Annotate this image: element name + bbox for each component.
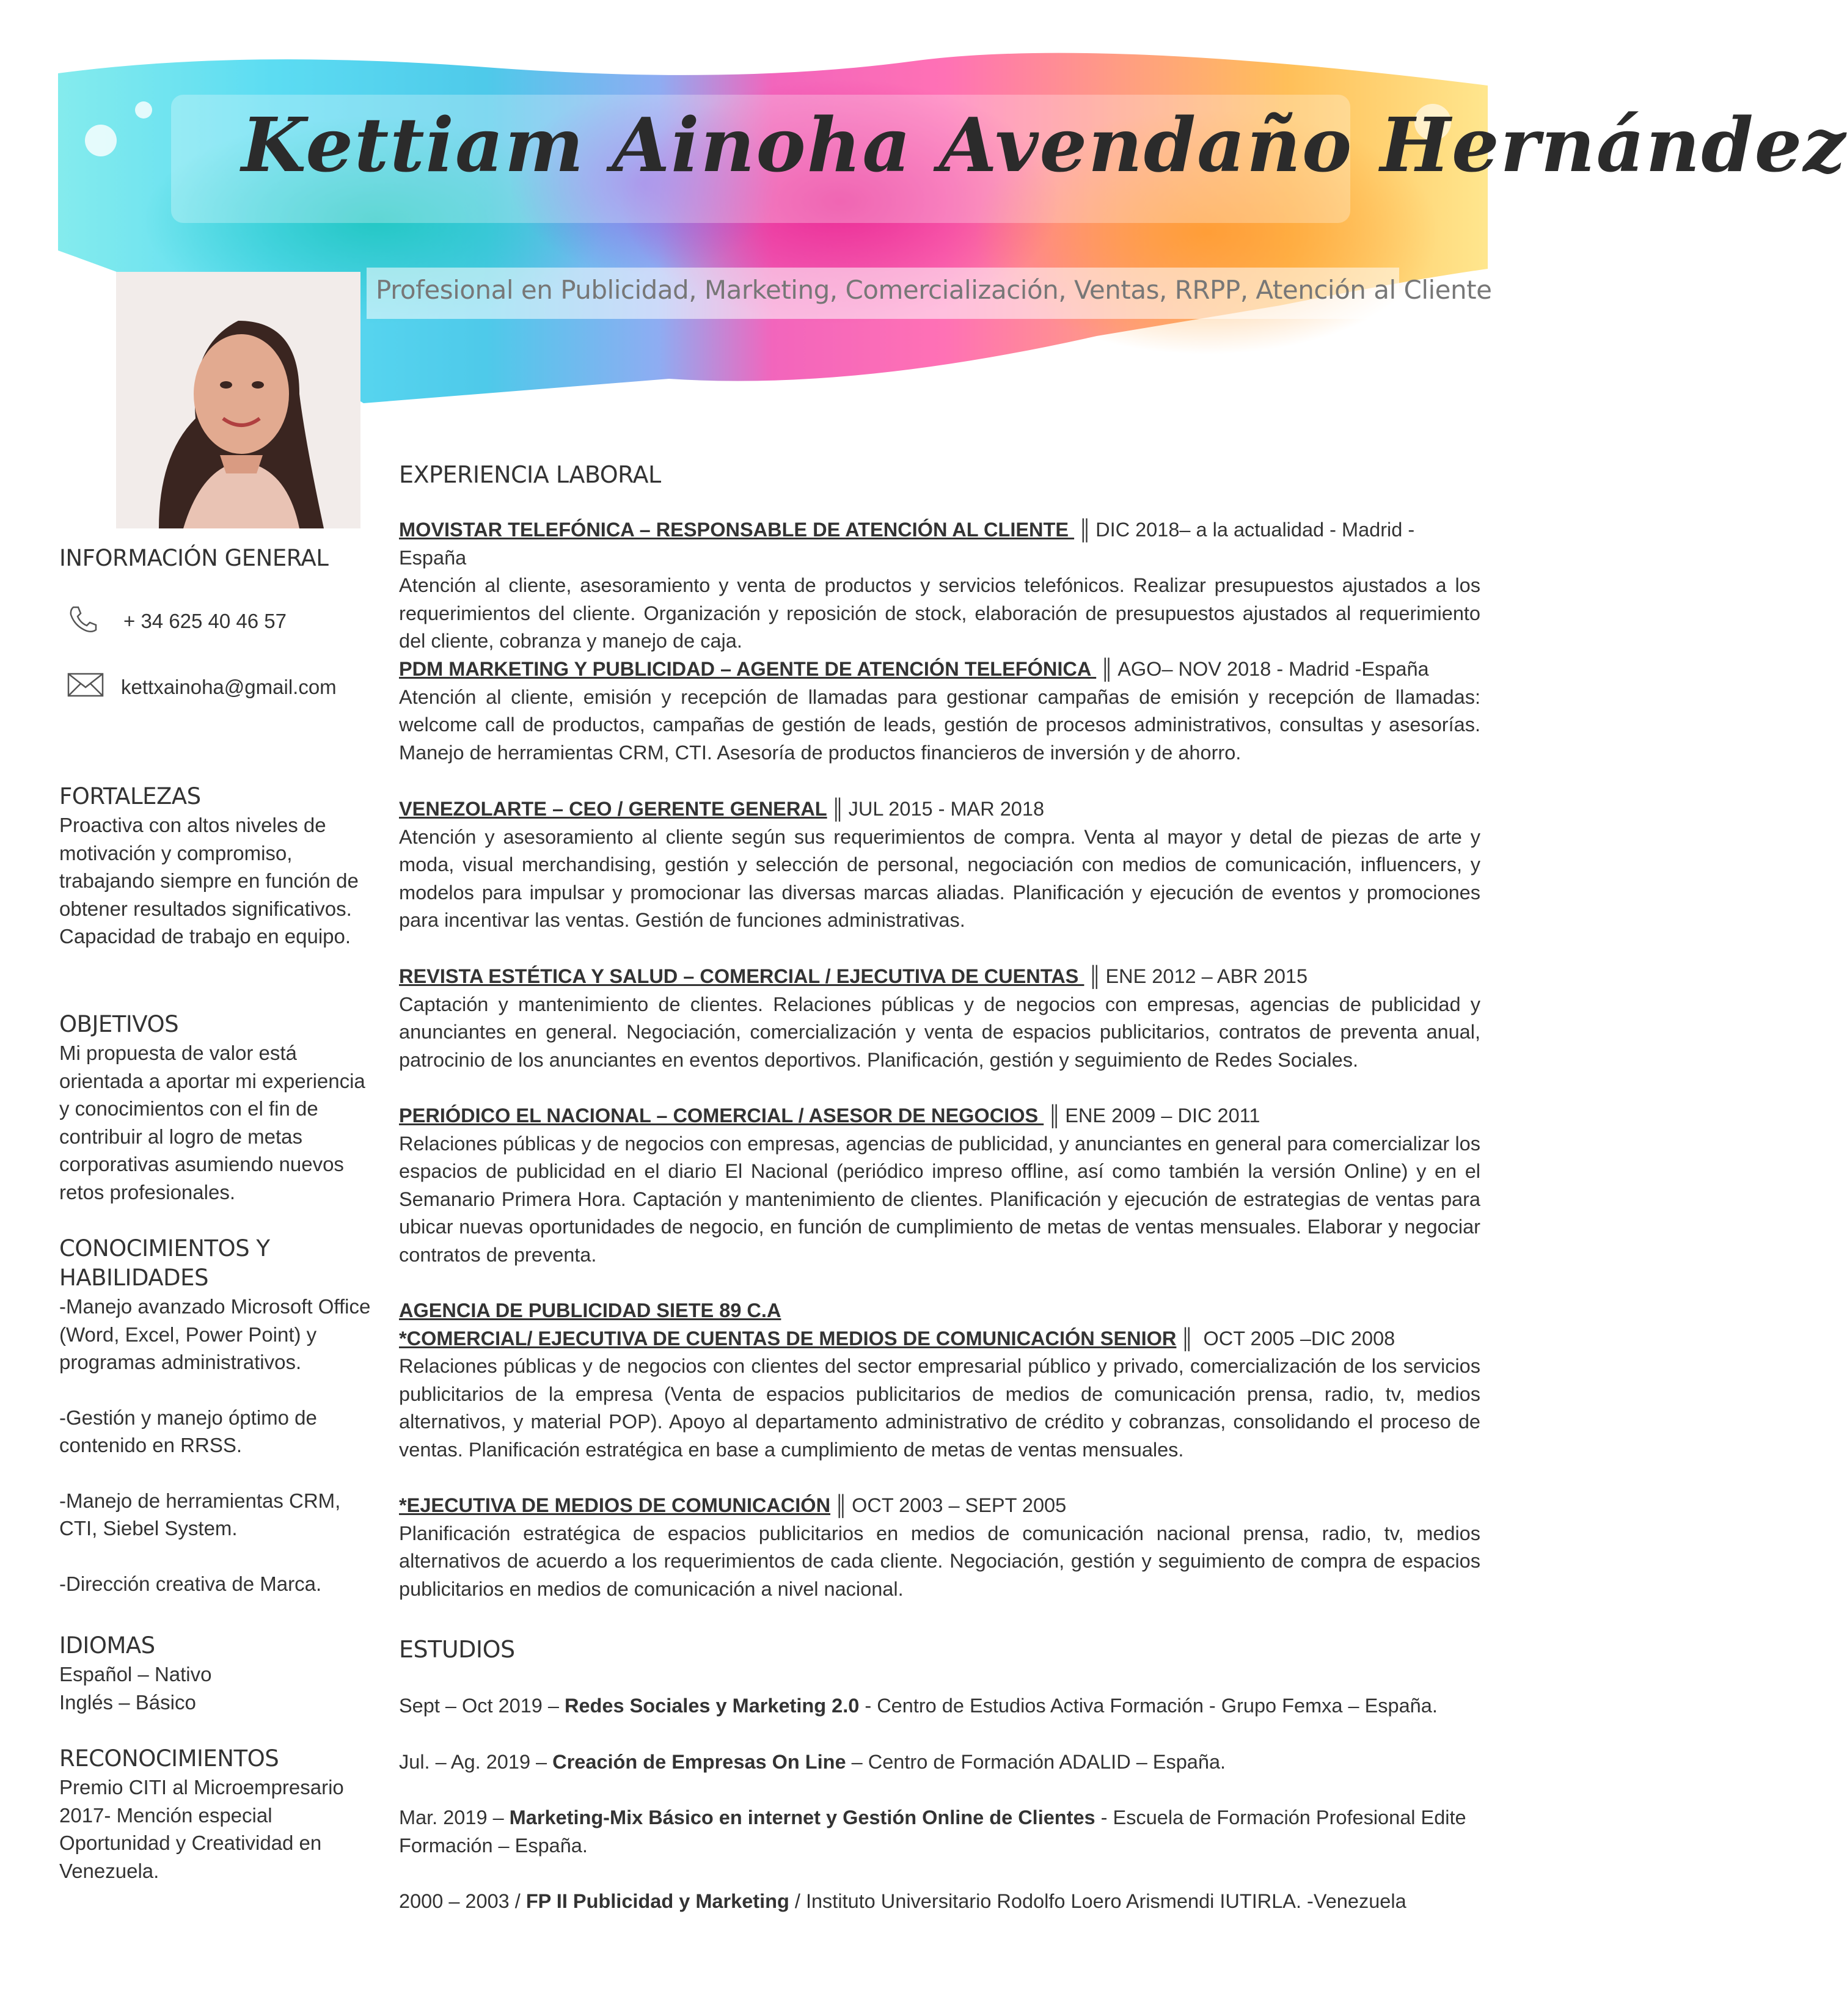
study-date: Jul. – Ag. 2019 – xyxy=(399,1751,553,1773)
job-title: MOVISTAR TELEFÓNICA – RESPONSABLE DE ATENCIÓN AL CLIENTE xyxy=(399,519,1075,541)
job-entry xyxy=(399,656,1480,767)
strengths-heading: FORTALEZAS xyxy=(59,783,201,809)
envelope-icon xyxy=(67,673,121,702)
job-title: *COMERCIAL/ EJECUTIVA DE CUENTAS DE MEDIOS DE COMUNICACIÓN SENIOR xyxy=(399,1327,1177,1349)
study-date: 2000 – 2003 / xyxy=(399,1890,526,1912)
job-title: PERIÓDICO EL NACIONAL – COMERCIAL / ASESOR DE NEGOCIOS xyxy=(399,1105,1044,1127)
awards-text: Premio CITI al Microempresario 2017- Mención especial Oportunidad y Creatividad en Venezuela. xyxy=(59,1776,344,1882)
email-address[interactable]: kettxainoha@gmail.com xyxy=(121,676,337,698)
phone-row xyxy=(67,606,287,637)
study-item xyxy=(399,1888,1480,1916)
strengths-section xyxy=(59,782,377,951)
awards-heading: RECONOCIMIENTOS xyxy=(59,1745,279,1772)
job-period: OCT 2005 –DIC 2008 xyxy=(1203,1327,1395,1349)
studies-section xyxy=(399,1636,1480,1664)
job-entry xyxy=(399,1492,1480,1603)
job-description: Relaciones públicas y de negocios con clientes del sector empresarial público y privado, comercialización de los servicios publicitarios de la empresa (Venta de espacios publicitarios de medios de comunicación prensa, radio, tv, medios alternativos, y material POP). Apoyo al departamento administrativo de crédito y cobranzas, consolidando el proceso de ventas. Planificación estratégica en base a cumplimiento de metas de ventas mensuales. xyxy=(399,1355,1480,1461)
study-item xyxy=(399,1804,1480,1860)
job-title: PDM MARKETING Y PUBLICIDAD – AGENTE DE ATENCIÓN TELEFÓNICA xyxy=(399,658,1097,680)
study-place: - Centro de Estudios Activa Formación - Grupo Femxa – España. xyxy=(859,1695,1438,1717)
profile-photo xyxy=(116,272,360,528)
job-period: DIC 2018– a la actualidad - Madrid -España xyxy=(399,519,1415,569)
phone-icon xyxy=(67,604,123,639)
general-info-section xyxy=(59,544,377,573)
study-course: FP II Publicidad y Marketing xyxy=(525,1890,789,1912)
languages-heading: IDIOMAS xyxy=(59,1632,155,1659)
separator: ║ xyxy=(830,798,845,820)
general-info-heading: INFORMACIÓN GENERAL xyxy=(59,545,329,571)
job-period: JUL 2015 - MAR 2018 xyxy=(848,798,1045,820)
language-item: Español – Nativo xyxy=(59,1663,212,1685)
skill-item: -Dirección creativa de Marca. xyxy=(59,1572,322,1595)
experience-section xyxy=(399,461,1480,489)
study-item xyxy=(399,1692,1480,1720)
job-description: Atención al cliente, asesoramiento y venta de productos y servicios telefónicos. Realizar presupuestos ajustados a los requerimientos del cliente. Organización y reposición de stock, elaboración de presupuestos ajustados al requerimiento del cliente, cobranza y manejo de caja. xyxy=(399,574,1480,652)
skills-heading: CONOCIMIENTOS Y HABILIDADES xyxy=(59,1235,270,1291)
candidate-name: Kettiam Ainoha Avendaño Hernández xyxy=(241,101,1847,189)
objectives-heading: OBJETIVOS xyxy=(59,1011,179,1037)
separator: ║ xyxy=(1100,658,1114,680)
study-place: / Instituto Universitario Rodolfo Loero Arismendi IUTIRLA. -Venezuela xyxy=(789,1890,1406,1912)
study-course: Redes Sociales y Marketing 2.0 xyxy=(565,1695,860,1717)
agency-name: AGENCIA DE PUBLICIDAD SIETE 89 C.A xyxy=(399,1299,781,1321)
separator: ║ xyxy=(1088,965,1102,987)
job-entry xyxy=(399,795,1480,935)
skill-item: -Manejo de herramientas CRM, CTI, Siebel System. xyxy=(59,1489,341,1539)
languages-section xyxy=(59,1631,377,1716)
job-entry xyxy=(399,1102,1480,1269)
strengths-text: Proactiva con altos niveles de motivación y compromiso, trabajando siempre en función de obtener resultados significativos. Capacidad de trabajo en equipo. xyxy=(59,814,359,948)
study-place: - Escuela de Formación Profesional Edite Formación – España. xyxy=(399,1806,1466,1857)
job-description: Atención y asesoramiento al cliente según sus requerimientos de compra. Venta al mayor y detal de piezas de arte y moda, visual merchandising, gestión y selección de personal, negociación con medios de comunicación, influencers, y modelos para impulsar y promocionar las diversas marcas aliadas. Planificación y ejecución de eventos y promociones para incentivar las ventas. Gestión de funciones administrativas. xyxy=(399,825,1480,931)
studies-heading: ESTUDIOS xyxy=(399,1636,515,1663)
job-description: Atención al cliente, emisión y recepción de llamadas para gestionar campañas de emisión y recepción de llamadas: welcome call de productos, campañas de gestión de leads, gestión de procesos administrativos, consultas y asesorías. Manejo de herramientas CRM, CTI. Asesoría de productos financieros de inversión y de ahorro. xyxy=(399,685,1480,764)
job-entry xyxy=(399,963,1480,1074)
job-period: ENE 2009 – DIC 2011 xyxy=(1065,1105,1260,1127)
skill-item: -Manejo avanzado Microsoft Office (Word, Excel, Power Point) y programas administrativos. xyxy=(59,1295,371,1373)
email-row xyxy=(67,672,337,703)
study-course: Creación de Empresas On Line xyxy=(552,1751,846,1773)
skill-item: -Gestión y manejo óptimo de contenido en RRSS. xyxy=(59,1406,317,1456)
professional-subtitle: Profesional en Publicidad, Marketing, Comercialización, Ventas, RRPP, Atención al Cliente xyxy=(376,275,1492,305)
separator: ║ xyxy=(1078,519,1092,541)
study-item xyxy=(399,1748,1480,1777)
job-description: Relaciones públicas y de negocios con empresas, agencias de publicidad, y anunciantes en general para comercializar los espacios de publicidad en el diario El Nacional (periódico impreso offline, así como también la versión Online) y en el Semanario Primera Hora. Captación y mantenimiento de clientes. Planificación y ejecución de estrategias de ventas para ubicar nuevas oportunidades de negocio, en función de cumplimiento de metas de ventas mensuales. Elaborar y negociar contratos de preventa. xyxy=(399,1132,1480,1266)
separator: ║ xyxy=(834,1494,849,1516)
language-item: Inglés – Básico xyxy=(59,1690,196,1714)
job-description: Captación y mantenimiento de clientes. Relaciones públicas y de negocios con empresas, agencias de publicidad y anunciantes en general. Negociación, comercialización y venta de espacios publicitarios, contratos de preventa anual, patrocinio de los anunciantes en eventos deportivos. Planificación, gestión y seguimiento de Redes Sociales. xyxy=(399,993,1480,1071)
skills-section xyxy=(59,1234,377,1598)
separator: ║ xyxy=(1180,1327,1194,1349)
job-entry xyxy=(399,516,1480,656)
job-title: REVISTA ESTÉTICA Y SALUD – COMERCIAL / EJECUTIVA DE CUENTAS xyxy=(399,965,1084,987)
job-description: Planificación estratégica de espacios publicitarios en medios de comunicación nacional prensa, radio, tv, medios alternativos de acuerdo a los requerimientos de cada cliente. Negociación, gestión y seguimiento de compra de espacios publicitarios en medios de comunicación a nivel nacional. xyxy=(399,1522,1480,1600)
agency-entry xyxy=(399,1297,1480,1464)
job-period: ENE 2012 – ABR 2015 xyxy=(1105,965,1308,987)
job-period: AGO– NOV 2018 - Madrid -España xyxy=(1117,658,1429,680)
awards-section xyxy=(59,1744,377,1885)
study-date: Sept – Oct 2019 – xyxy=(399,1695,565,1717)
separator: ║ xyxy=(1047,1105,1062,1127)
study-place: – Centro de Formación ADALID – España. xyxy=(846,1751,1226,1773)
study-date: Mar. 2019 – xyxy=(399,1806,510,1828)
job-title: *EJECUTIVA DE MEDIOS DE COMUNICACIÓN xyxy=(399,1494,831,1516)
objectives-text: Mi propuesta de valor está orientada a aportar mi experiencia y conocimientos con el fin de contribuir al logro de metas corporativas asumiendo nuevos retos profesionales. xyxy=(59,1042,365,1203)
phone-number[interactable]: + 34 625 40 46 57 xyxy=(123,610,287,632)
job-period: OCT 2003 – SEPT 2005 xyxy=(852,1494,1067,1516)
objectives-section xyxy=(59,1010,377,1206)
job-title: VENEZOLARTE – CEO / GERENTE GENERAL xyxy=(399,798,827,820)
study-course: Marketing-Mix Básico en internet y Gestión Online de Clientes xyxy=(509,1806,1095,1828)
experience-heading: EXPERIENCIA LABORAL xyxy=(399,461,661,488)
